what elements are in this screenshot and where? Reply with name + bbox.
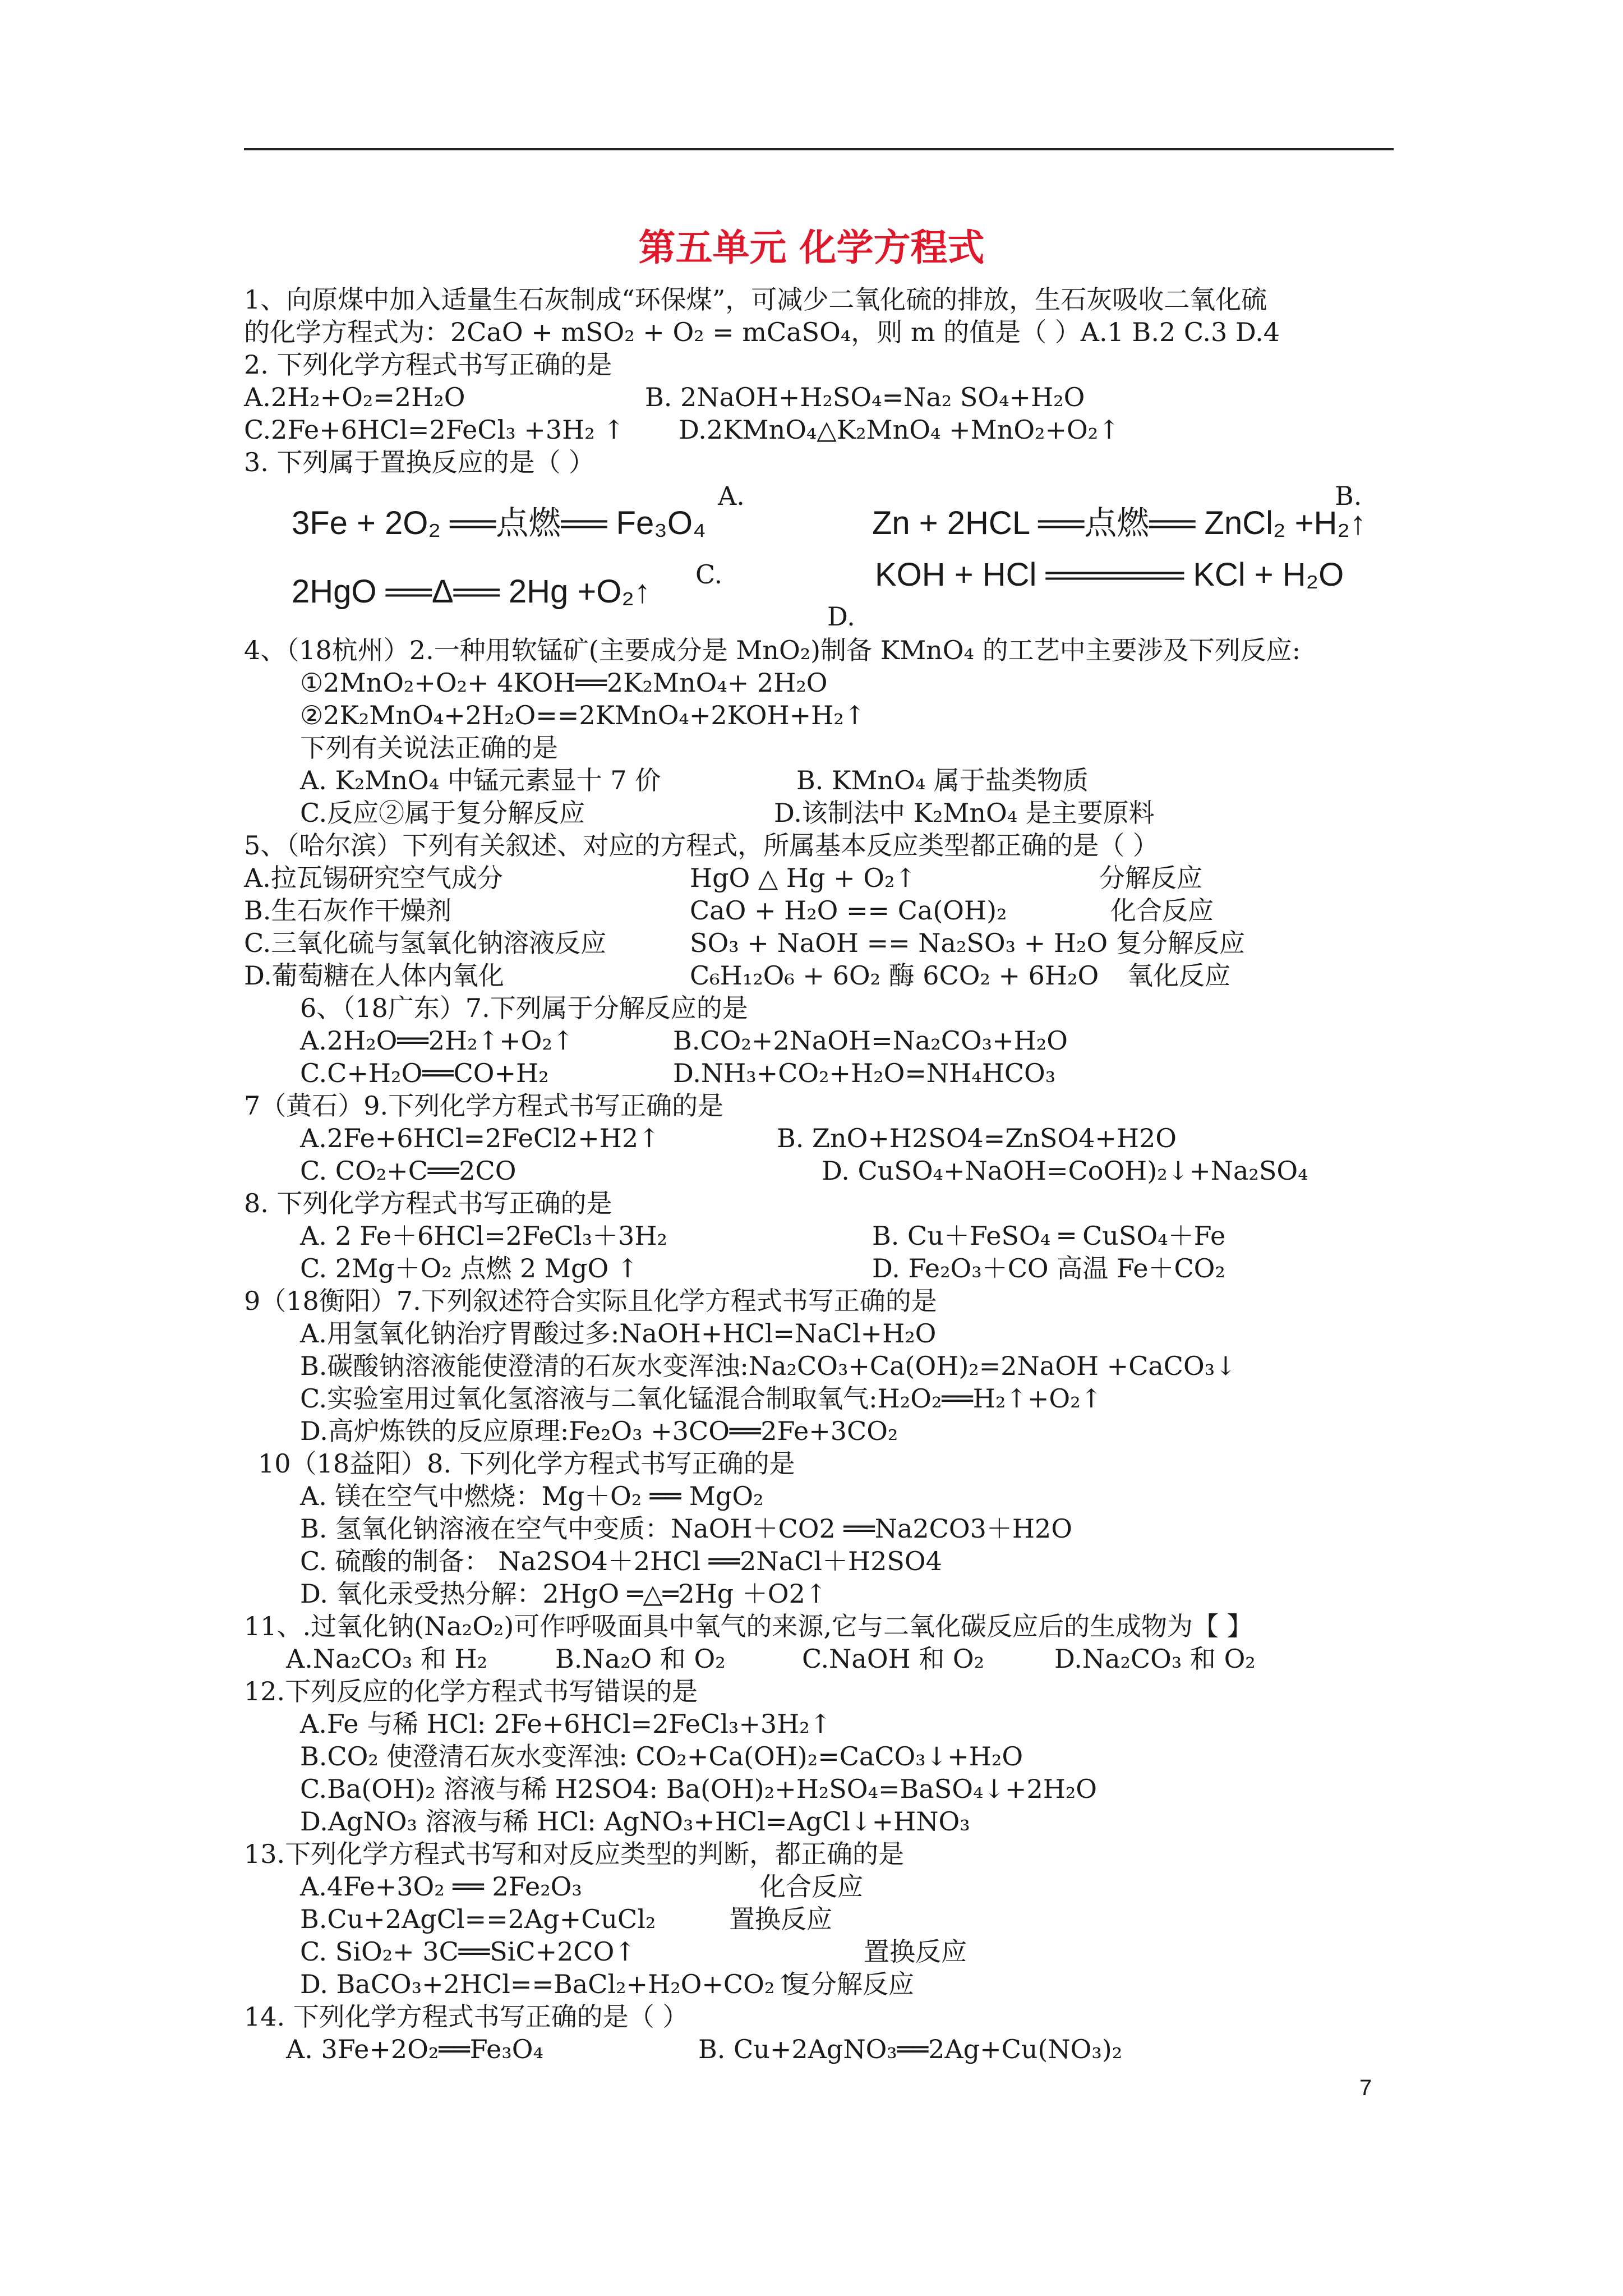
q13-option-d: D. BaCO₃+2HCl==BaCl₂+H₂O+CO₂↑ [300,1969,796,1999]
q1-line-1: 1、向原煤中加入适量生石灰制成“环保煤”，可减少二氧化硫的排放，生石灰吸收二氧化硫 [244,284,1267,315]
q4-option-a: A. K₂MnO₄ 中锰元素显十 7 价 [300,765,661,795]
q13-c-type: 置换反应 [864,1936,967,1967]
q5-b-type: 化合反应 [1110,895,1214,926]
q4-option-d: D.该制法中 K₂MnO₄ 是主要原料 [774,798,1155,828]
q13-option-c: C. SiO₂+ 3C══SiC+2CO↑ [300,1936,636,1967]
q9-option-d: D.高炉炼铁的反应原理:Fe₂O₃ +3CO══2Fe+3CO₂ [300,1416,898,1446]
q7-option-c: C. CO₂+C══2CO [300,1156,517,1186]
q4-reaction-1: ①2MnO₂+O₂+ 4KOH══2K₂MnO₄+ 2H₂O [300,668,828,698]
q5-d-type: 氧化反应 [1127,960,1230,991]
q12-stem: 12.下列反应的化学方程式书写错误的是 [244,1676,698,1706]
q8-option-a: A. 2 Fe＋6HCl=2FeCl₃＋3H₂ [300,1221,667,1251]
q8-option-c: C. 2Mg＋O₂ 点燃 2 MgO ↑ [300,1253,639,1283]
q14-option-b: B. Cu+2AgNO₃══2Ag+Cu(NO₃)₂ [698,2034,1123,2064]
q12-option-d: D.AgNO₃ 溶液与稀 HCl: AgNO₃+HCl=AgCl↓+HNO₃ [300,1806,970,1837]
page-title: 第五单元 化学方程式 [638,226,985,269]
q6-option-a: A.2H₂O══2H₂↑+O₂↑ [300,1025,574,1056]
q3-label-b: B. [1335,481,1362,511]
q12-option-a: A.Fe 与稀 HCl: 2Fe+6HCl=2FeCl₃+3H₂↑ [300,1709,832,1739]
q7-option-a: A.2Fe+6HCl=2FeCl2+H2↑ [300,1123,660,1153]
q4-stem: 4、（18杭州）2.一种用软锰矿(主要成分是 MnO₂)制备 KMnO₄ 的工艺中主要涉及下列反应: [244,635,1301,665]
q8-stem: 8. 下列化学方程式书写正确的是 [244,1188,612,1218]
q1-line-2: 的化学方程式为：2CaO + mSO₂ + O₂ = mCaSO₄，则 m 的值是（ ）A.1 B.2 C.3 D.4 [244,317,1280,347]
q5-c-type: 复分解反应 [1116,928,1245,958]
q5-a-type: 分解反应 [1099,863,1202,893]
page-number: 7 [1359,2076,1372,2100]
q9-option-a: A.用氢氧化钠治疗胃酸过多:NaOH+HCl=NaCl+H₂O [300,1318,937,1349]
q2-option-b: B. 2NaOH+H₂SO₄=Na₂ SO₄+H₂O [645,382,1085,412]
q9-option-c: C.实验室用过氧化氢溶液与二氧化锰混合制取氧气:H₂O₂══H₂↑+O₂↑ [300,1383,1103,1414]
q6-option-d: D.NH₃+CO₂+H₂O=NH₄HCO₃ [673,1058,1056,1088]
q3-equation-b: Zn + 2HCL ══点燃══ ZnCl₂ +H₂↑ [872,505,1366,541]
q5-c-desc: C.三氧化硫与氢氧化钠溶液反应 [244,928,607,958]
q2-stem: 2. 下列化学方程式书写正确的是 [244,349,612,380]
q8-option-d: D. Fe₂O₃＋CO 高温 Fe＋CO₂ [872,1253,1225,1283]
q14-option-a: A. 3Fe+2O₂══Fe₃O₄ [286,2034,543,2064]
q9-option-b: B.碳酸钠溶液能使澄清的石灰水变浑浊:Na₂CO₃+Ca(OH)₂=2NaOH +CaCO₃↓ [300,1351,1237,1381]
q3-equation-a: 3Fe + 2O₂ ══点燃══ Fe₃O₄ [292,505,706,541]
q3-label-a: A. [718,481,745,511]
q5-d-equation: C₆H₁₂O₆ + 6O₂ 酶 6CO₂ + 6H₂O [690,960,1099,991]
q4-option-b: B. KMnO₄ 属于盐类物质 [796,765,1089,795]
q5-d-desc: D.葡萄糖在人体内氧化 [244,960,504,991]
q11-stem: 11、.过氧化钠(Na₂O₂)可作呼吸面具中氧气的来源,它与二氧化碳反应后的生成物为【 】 [244,1611,1253,1641]
q11-option-c: C.NaOH 和 O₂ [802,1644,985,1674]
q13-option-b: B.Cu+2AgCl==2Ag+CuCl₂ [300,1904,656,1934]
header-rule [244,148,1394,150]
q13-option-a: A.4Fe+3O₂ ══ 2Fe₂O₃ [300,1871,582,1902]
q13-b-type: 置换反应 [729,1904,832,1934]
q3-equation-c: 2HgO ══Δ══ 2Hg +O₂↑ [292,573,651,610]
q3-equation-d: KOH + HCl ══════ KCl + H₂O [875,556,1344,593]
q6-stem: 6、（18广东）7.下列属于分解反应的是 [300,993,748,1023]
q2-option-c: C.2Fe+6HCl=2FeCl₃ +3H₂ ↑ [244,415,625,445]
q8-option-b: B. Cu＋FeSO₄ ═ CuSO₄＋Fe [872,1221,1226,1251]
q13-a-type: 化合反应 [760,1871,863,1902]
q5-a-desc: A.拉瓦锡研究空气成分 [244,863,503,893]
q7-option-d: D. CuSO₄+NaOH=CoOH)₂↓+Na₂SO₄ [822,1156,1308,1186]
q4-option-c: C.反应②属于复分解反应 [300,798,585,828]
q7-option-b: B. ZnO+H2SO4=ZnSO4+H2O [777,1123,1177,1153]
q4-reaction-2: ②2K₂MnO₄+2H₂O==2KMnO₄+2KOH+H₂↑ [300,700,866,730]
q10-option-c: C. 硫酸的制备： Na2SO4＋2HCl ══2NaCl＋H2SO4 [300,1546,942,1576]
q9-stem: 9（18衡阳）7.下列叙述符合实际且化学方程式书写正确的是 [244,1286,937,1316]
q2-option-d: D.2KMnO₄△K₂MnO₄ +MnO₂+O₂↑ [679,415,1120,445]
q13-d-type: 复分解反应 [785,1969,914,1999]
q5-stem: 5、（哈尔滨）下列有关叙述、对应的方程式，所属基本反应类型都正确的是（ ） [244,830,1159,861]
q6-option-c: C.C+H₂O══CO+H₂ [300,1058,549,1088]
q14-stem: 14. 下列化学方程式书写正确的是（ ） [244,2001,689,2032]
q10-option-b: B. 氢氧化钠溶液在空气中变质：NaOH＋CO2 ══Na2CO3＋H2O [300,1513,1072,1544]
q13-stem: 13.下列化学方程式书写和对反应类型的判断，都正确的是 [244,1839,905,1869]
q12-option-c: C.Ba(OH)₂ 溶液与稀 H2SO4: Ba(OH)₂+H₂SO₄=BaSO₄↓+2H₂O [300,1774,1098,1804]
q3-label-c: C. [695,559,723,590]
q5-c-equation: SO₃ + NaOH == Na₂SO₃ + H₂O [690,928,1108,958]
q10-option-a: A. 镁在空气中燃烧：Mg＋O₂ ══ MgO₂ [300,1481,764,1511]
q11-option-d: D.Na₂CO₃ 和 O₂ [1054,1644,1256,1674]
q5-a-equation: HgO △ Hg + O₂↑ [690,863,916,893]
q10-stem: 10（18益阳）8. 下列化学方程式书写正确的是 [258,1448,795,1479]
q11-option-a: A.Na₂CO₃ 和 H₂ [286,1644,488,1674]
q11-option-b: B.Na₂O 和 O₂ [555,1644,726,1674]
q6-option-b: B.CO₂+2NaOH=Na₂CO₃+H₂O [673,1025,1068,1056]
q3-stem: 3. 下列属于置换反应的是（ ） [244,447,595,477]
q10-option-d: D. 氧化汞受热分解：2HgO ═△═2Hg ＋O2↑ [300,1579,827,1609]
q12-option-b: B.CO₂ 使澄清石灰水变浑浊: CO₂+Ca(OH)₂=CaCO₃↓+H₂O [300,1741,1023,1772]
q5-b-desc: B.生石灰作干燥剂 [244,895,452,926]
q4-prompt: 下列有关说法正确的是 [300,733,558,763]
q5-b-equation: CaO + H₂O == Ca(OH)₂ [690,895,1007,926]
q7-stem: 7（黄石）9.下列化学方程式书写正确的是 [244,1091,724,1121]
q3-label-d: D. [827,601,855,632]
q2-option-a: A.2H₂+O₂=2H₂O [244,382,465,412]
